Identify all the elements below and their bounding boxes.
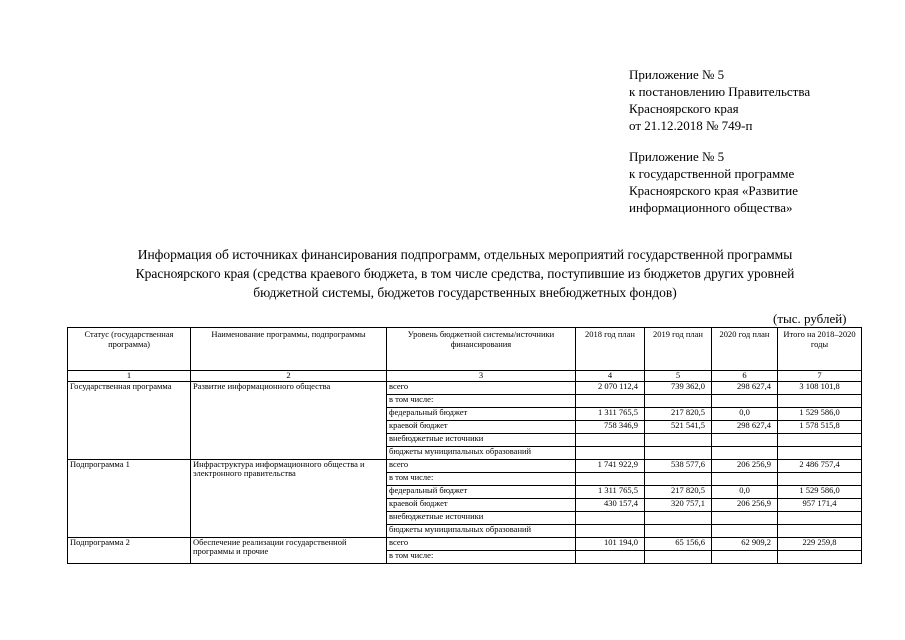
value-2018 xyxy=(576,394,645,407)
table-header-row xyxy=(68,328,862,371)
value-2018: 430 157,4 xyxy=(576,498,645,511)
level-cell: всего xyxy=(387,381,576,394)
level-cell: краевой бюджет xyxy=(387,420,576,433)
title-line: Красноярского края (средства краевого бюджета, в том числе средства, поступившие из бюджетов других уровней xyxy=(135,266,795,281)
level-cell: внебюджетные источники xyxy=(387,511,576,524)
level-cell: бюджеты муниципальных образований xyxy=(387,446,576,459)
units-label: (тыс. рублей) xyxy=(773,311,847,326)
value-2019: 217 820,5 xyxy=(645,407,712,420)
program-name-cell: Развитие информационного общества xyxy=(191,381,387,459)
value-2018 xyxy=(576,446,645,459)
value-2019: 217 820,5 xyxy=(645,485,712,498)
value-total xyxy=(778,446,862,459)
value-2018 xyxy=(576,511,645,524)
value-total xyxy=(778,433,862,446)
title-line: Информация об источниках финансирования подпрограмм, отдельных мероприятий государственной программы xyxy=(137,247,793,262)
appendix-program-line: информационного общества» xyxy=(629,200,793,215)
level-cell: в том числе: xyxy=(387,394,576,407)
value-2018: 758 346,9 xyxy=(576,420,645,433)
value-2019: 521 541,5 xyxy=(645,420,712,433)
appendix-program-line: Красноярского края «Развитие xyxy=(629,183,799,198)
column-number: 1 xyxy=(68,371,191,382)
level-cell: всего xyxy=(387,537,576,550)
value-2018: 1 311 765,5 xyxy=(576,407,645,420)
table-row xyxy=(68,459,862,472)
value-2018 xyxy=(576,472,645,485)
header-2018: 2018 год план xyxy=(576,328,645,371)
level-cell: всего xyxy=(387,459,576,472)
appendix-decree-line: от 21.12.2018 № 749-п xyxy=(629,118,753,133)
value-2020 xyxy=(712,433,778,446)
value-2018 xyxy=(576,524,645,537)
header-name: Наименование программы, подпрограммы xyxy=(191,328,387,371)
level-cell: в том числе: xyxy=(387,472,576,485)
value-2019 xyxy=(645,550,712,563)
header-total: Итого на 2018–2020 годы xyxy=(778,328,862,371)
status-cell: Подпрограмма 1 xyxy=(68,459,191,537)
value-total xyxy=(778,550,862,563)
value-2018: 1 311 765,5 xyxy=(576,485,645,498)
value-2020: 298 627,4 xyxy=(712,381,778,394)
value-total xyxy=(778,524,862,537)
title-line: бюджетной системы, бюджетов государственных внебюджетных фондов) xyxy=(253,285,677,300)
value-2020 xyxy=(712,524,778,537)
value-2020 xyxy=(712,511,778,524)
header-status: Статус (государственная программа) xyxy=(68,328,191,371)
value-total xyxy=(778,472,862,485)
value-2020 xyxy=(712,472,778,485)
value-2020 xyxy=(712,446,778,459)
appendix-decree-line: к постановлению Правительства xyxy=(629,84,811,99)
appendix-program-line: к государственной программе xyxy=(629,166,795,181)
value-2018: 1 741 922,9 xyxy=(576,459,645,472)
value-2020: 0,0 xyxy=(712,407,778,420)
column-number: 2 xyxy=(191,371,387,382)
value-2018: 2 070 112,4 xyxy=(576,381,645,394)
column-number: 7 xyxy=(778,371,862,382)
value-2019: 739 362,0 xyxy=(645,381,712,394)
appendix-program-line: Приложение № 5 xyxy=(629,149,725,164)
table-row xyxy=(68,537,862,550)
value-2019: 538 577,6 xyxy=(645,459,712,472)
program-name-cell: Обеспечение реализации государственной программы и прочие xyxy=(191,537,387,563)
appendix-program-block xyxy=(629,148,798,216)
table-row xyxy=(68,381,862,394)
level-cell: внебюджетные источники xyxy=(387,433,576,446)
value-2018 xyxy=(576,550,645,563)
header-level: Уровень бюджетной системы/источники финансирования xyxy=(387,328,576,371)
value-total xyxy=(778,394,862,407)
header-2019: 2019 год план xyxy=(645,328,712,371)
value-total: 3 108 101,8 xyxy=(778,381,862,394)
financing-table xyxy=(67,327,862,564)
appendix-decree-line: Красноярского края xyxy=(629,101,739,116)
appendix-decree-block xyxy=(629,66,810,134)
appendix-decree-line: Приложение № 5 xyxy=(629,67,725,82)
value-total: 1 529 586,0 xyxy=(778,407,862,420)
value-2019: 65 156,6 xyxy=(645,537,712,550)
level-cell: в том числе: xyxy=(387,550,576,563)
column-number: 3 xyxy=(387,371,576,382)
value-2020 xyxy=(712,394,778,407)
program-name-cell: Инфраструктура информационного общества и электронного правительства xyxy=(191,459,387,537)
level-cell: федеральный бюджет xyxy=(387,407,576,420)
level-cell: краевой бюджет xyxy=(387,498,576,511)
level-cell: федеральный бюджет xyxy=(387,485,576,498)
value-2020: 298 627,4 xyxy=(712,420,778,433)
status-cell: Подпрограмма 2 xyxy=(68,537,191,563)
column-number: 6 xyxy=(712,371,778,382)
value-2019 xyxy=(645,511,712,524)
level-cell: бюджеты муниципальных образований xyxy=(387,524,576,537)
value-2019 xyxy=(645,472,712,485)
value-2018: 101 194,0 xyxy=(576,537,645,550)
column-number-row xyxy=(68,371,862,382)
value-total: 2 486 757,4 xyxy=(778,459,862,472)
value-total xyxy=(778,511,862,524)
column-number: 4 xyxy=(576,371,645,382)
value-2020: 206 256,9 xyxy=(712,498,778,511)
value-2018 xyxy=(576,433,645,446)
value-total: 229 259,8 xyxy=(778,537,862,550)
value-2019 xyxy=(645,394,712,407)
value-total: 1 529 586,0 xyxy=(778,485,862,498)
value-2019 xyxy=(645,446,712,459)
value-2020: 206 256,9 xyxy=(712,459,778,472)
status-cell: Государственная программа xyxy=(68,381,191,459)
document-title xyxy=(60,245,870,302)
value-2019 xyxy=(645,433,712,446)
value-2020: 62 909,2 xyxy=(712,537,778,550)
value-2019 xyxy=(645,524,712,537)
value-2020 xyxy=(712,550,778,563)
value-total: 957 171,4 xyxy=(778,498,862,511)
column-number: 5 xyxy=(645,371,712,382)
value-total: 1 578 515,8 xyxy=(778,420,862,433)
value-2019: 320 757,1 xyxy=(645,498,712,511)
header-2020: 2020 год план xyxy=(712,328,778,371)
value-2020: 0,0 xyxy=(712,485,778,498)
